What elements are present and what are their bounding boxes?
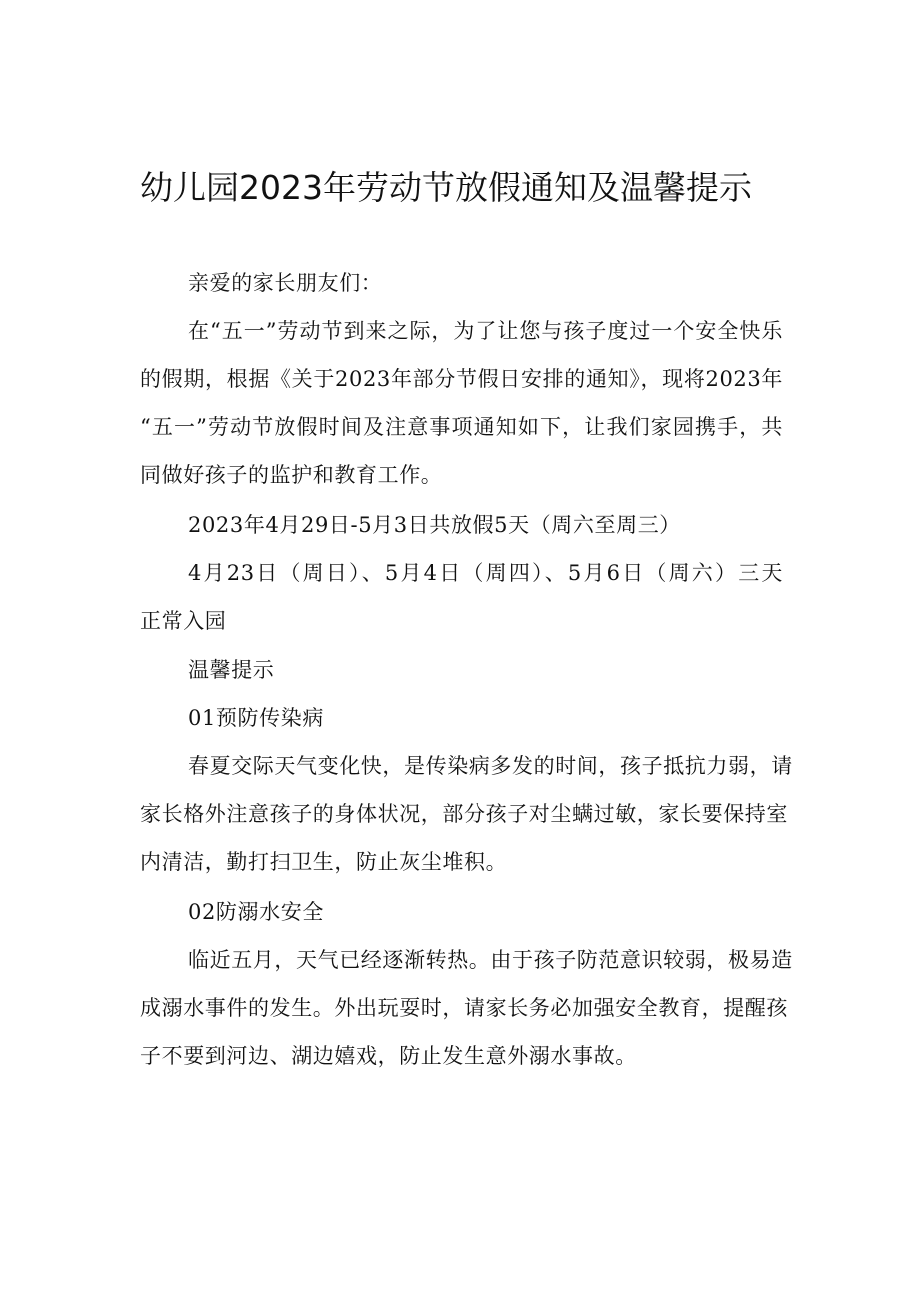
intro-line-2: 的假期，根据《关于2023年部分节假日安排的通知》，现将2023年 xyxy=(140,367,783,391)
tip2-line-1: 临近五月，天气已经逐渐转热。由于孩子防范意识较弱，极易造 xyxy=(188,948,793,972)
intro-line-1: 在“五一”劳动节到来之际，为了让您与孩子度过一个安全快乐 xyxy=(188,319,783,343)
intro-line-4: 同做好孩子的监护和教育工作。 xyxy=(140,463,443,487)
tip1-heading: 01预防传染病 xyxy=(188,706,324,730)
greeting: 亲爱的家长朋友们： xyxy=(188,271,383,295)
tip2-line-2: 成溺水事件的发生。外出玩耍时，请家长务必加强安全教育，提醒孩 xyxy=(140,996,788,1020)
tip1-line-3: 内清洁，勤打扫卫生，防止灰尘堆积。 xyxy=(140,850,508,874)
tip2-heading: 02防溺水安全 xyxy=(188,900,324,924)
attendance-line-2: 正常入园 xyxy=(140,609,227,633)
intro-line-3: “五一”劳动节放假时间及注意事项通知如下，让我们家园携手，共 xyxy=(140,415,783,439)
document-title: 幼儿园2023年劳动节放假通知及温馨提示 xyxy=(140,168,752,207)
tip2-line-3: 子不要到河边、湖边嬉戏，防止发生意外溺水事故。 xyxy=(140,1044,637,1068)
tip1-line-1: 春夏交际天气变化快，是传染病多发的时间，孩子抵抗力弱，请 xyxy=(188,754,793,778)
tips-heading: 温馨提示 xyxy=(188,658,275,682)
holiday-dates: 2023年4月29日-5月3日共放假5天（周六至周三） xyxy=(188,513,681,537)
attendance-line-1: 4月23日（周日）、5月4日（周四）、5月6日（周六）三天 xyxy=(188,561,783,585)
tip1-line-2: 家长格外注意孩子的身体状况，部分孩子对尘螨过敏，家长要保持室 xyxy=(140,802,788,826)
